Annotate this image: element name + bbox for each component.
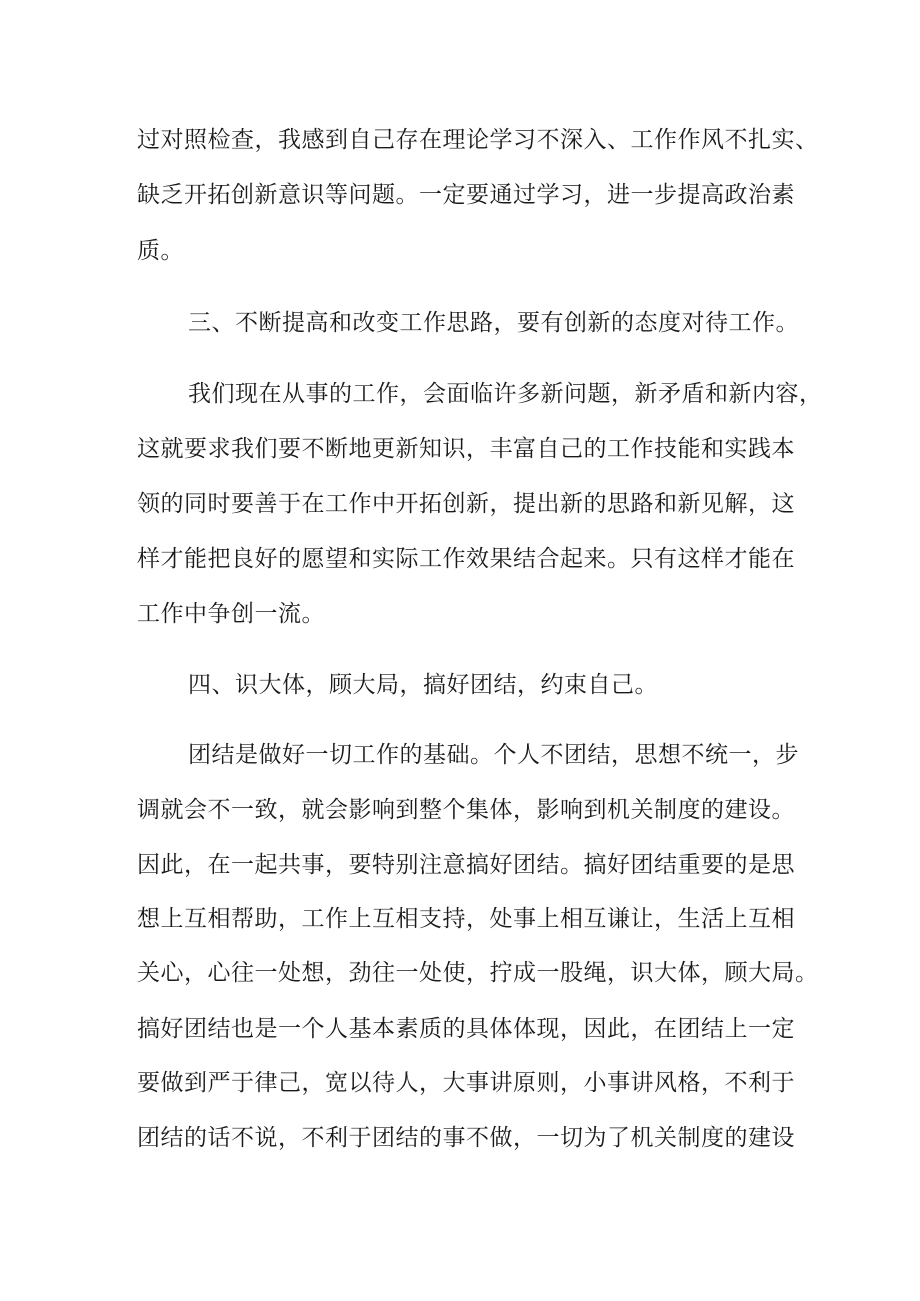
text-line: 我们现在从事的工作，会面临许多新问题，新矛盾和新内容， <box>188 381 823 407</box>
text-line: 团结是做好一切工作的基础。个人不团结，思想不统一，步 <box>188 742 799 768</box>
text-line: 搞好团结也是一个人基本素质的具体体现，因此，在团结上一定 <box>137 1016 795 1042</box>
section-heading-3: 三、不断提高和改变工作思路，要有创新的态度对待工作。 <box>188 310 799 336</box>
text-line: 缺乏开拓创新意识等问题。一定要通过学习，进一步提高政治素 <box>137 182 795 208</box>
text-line: 领的同时要善于在工作中开拓创新，提出新的思路和新见解，这 <box>137 491 795 517</box>
text-line: 工作中争创一流。 <box>137 601 325 627</box>
text-line: 团结的话不说，不利于团结的事不做，一切为了机关制度的建设 <box>137 1125 795 1151</box>
text-line: 过对照检查，我感到自己存在理论学习不深入、工作作风不扎实、 <box>137 127 819 153</box>
text-line: 这就要求我们要不断地更新知识，丰富自己的工作技能和实践本 <box>137 436 795 462</box>
text-line: 想上互相帮助，工作上互相支持，处事上相互谦让，生活上互相 <box>137 906 795 932</box>
text-line: 因此，在一起共事，要特别注意搞好团结。搞好团结重要的是思 <box>137 852 795 878</box>
text-line: 样才能把良好的愿望和实际工作效果结合起来。只有这样才能在 <box>137 546 795 572</box>
text-line: 调就会不一致，就会影响到整个集体，影响到机关制度的建设。 <box>137 797 795 823</box>
text-line: 要做到严于律己，宽以待人，大事讲原则，小事讲风格，不利于 <box>137 1070 795 1096</box>
text-line: 质。 <box>137 238 184 264</box>
section-heading-4: 四、识大体，顾大局，搞好团结，约束自己。 <box>188 672 658 698</box>
text-line: 关心，心往一处想，劲往一处使，拧成一股绳，识大体，顾大局。 <box>137 960 819 986</box>
